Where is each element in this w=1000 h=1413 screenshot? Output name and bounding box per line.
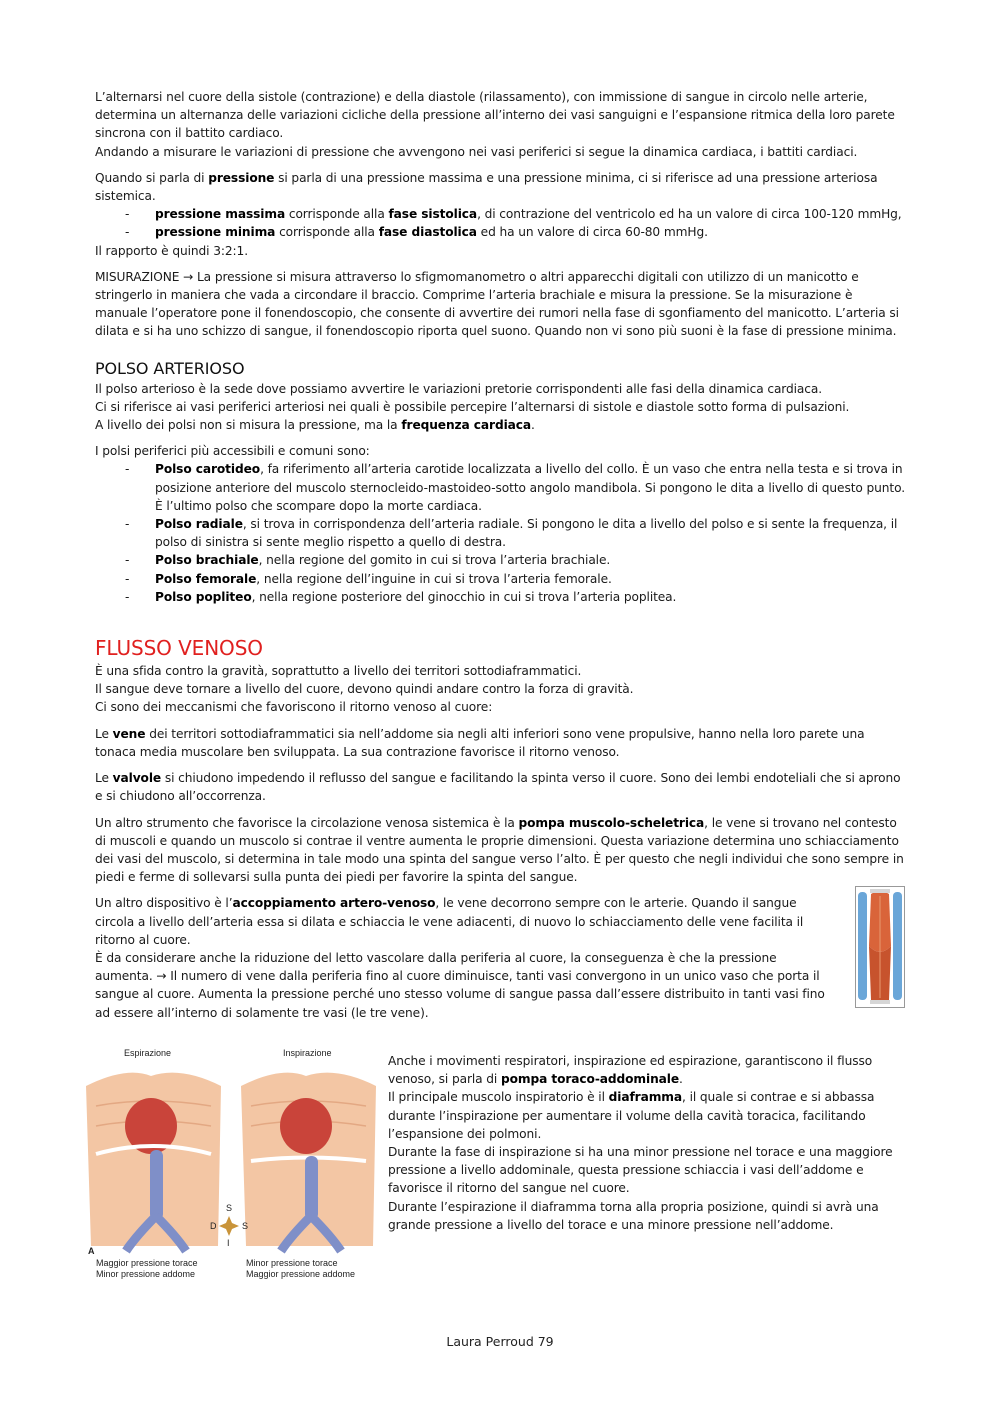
expiration-caption-2: Minor pressione addome <box>96 1269 196 1279</box>
respiration-text-block <box>388 1052 908 1234</box>
right-vena-cava <box>305 1156 318 1220</box>
list-item: - pressione minima corrisponde alla fase diastolica ed ha un valore di circa 60-80 mmHg. <box>125 225 708 240</box>
list-item: - pressione massima corrisponde alla fase sistolica, di contrazione del ventricolo ed ha un valore di circa 100-120 mmHg, <box>125 207 902 222</box>
letto-vascolare-paragraph: È da considerare anche la riduzione del letto vascolare dalla periferia al cuore, la conseguenza è che la pressione aumenta. → Il numero di vene dalla periferia fino al cuore diminuisce, tanti vasi convergono in un unico vaso che porta il sangue al cuore. Aumenta la pressione perché uno stesso volume di sangue passa dall’essere distribuito in tanti vasi fino ad essere all’interno di solamente tre vasi (le tre vene). <box>95 950 825 1020</box>
vene-paragraph: Le vene dei territori sottodiaframmatici sia nell’addome sia negli alti inferiori sono vene propulsive, hanno nella loro parete una tonaca media muscolare ben sviluppata. La sua contrazione favorisce il ritorno venoso. <box>95 726 865 759</box>
svg-text:I: I <box>227 1238 230 1248</box>
svg-text:S: S <box>226 1203 233 1213</box>
pressure-ratio: Il rapporto è quindi 3:2:1. <box>95 243 248 258</box>
muscle-pump-illustration <box>855 886 905 1008</box>
section-heading-polso: POLSO ARTERIOSO <box>95 358 245 378</box>
pressure-list <box>95 205 905 241</box>
list-item: - Polso femorale, nella regione dell’inguine in cui si trova l’arteria femorale. <box>125 571 612 586</box>
list-item: - Polso brachiale, nella regione del gomito in cui si trova l’arteria brachiale. <box>125 553 611 568</box>
inspiration-title: Inspirazione <box>283 1048 332 1058</box>
list-item: - Polso popliteo, nella regione posteriore del ginocchio in cui si trova l’arteria poplitea. <box>125 589 677 604</box>
polso-paragraph-2: Ci si riferisce ai vasi periferici arteriosi nei quali è possibile percepire l’alternarsi di sistole e diastole sotto forma di pulsazioni. <box>95 399 850 414</box>
right-heart <box>280 1098 332 1154</box>
accoppiamento-paragraph: Un altro dispositivo è l’accoppiamento artero-venoso, le vene decorrono sempre con le arterie. Quando il sangue circola a livello dell’arteria essa si dilata e schiaccia le vene adiacenti, di nuovo lo schiacciamento delle vene facilita il ritorno al cuore. <box>95 896 804 947</box>
expiration-caption-1: Maggior pressione torace <box>96 1258 198 1268</box>
resp-paragraph-4: Durante l’espirazione il diaframma torna alla propria posizione, quindi si avrà una grande pressione a livello del torace e una minore pressione nell’addome. <box>388 1199 879 1232</box>
list-item: - Polso carotideo, fa riferimento all’arteria carotide localizzata a livello del collo. È un vaso che entra nella testa e si trova in posizione anteriore del muscolo sternocleido-mastoideo-sotto angolo mandibola. Si pongono le dita a livello di questo punto. È l’ultimo polso che scompare dopo la morte cardiaca. <box>125 462 905 513</box>
flusso-paragraph-1: È una sfida contro la gravità, soprattutto a livello dei territori sottodiaframmatici. <box>95 664 582 679</box>
pompa-paragraph: Un altro strumento che favorisce la circolazione venosa sistemica è la pompa muscolo-scheletrica, le vene si trovano nel contesto di muscoli e quando un muscolo si contrae il ventre aumenta le proprie dimensioni. Questa variazione determina uno schiacciamento dei vasi del muscolo, si determina in tale modo una spinta del sangue verso l’alto. È per questo che negli individui che sono sempre in piedi e ferme di sollevarsi sulla punta dei piedi per favorire la spinta del sangue. <box>95 815 904 885</box>
panel-letter: A <box>88 1246 95 1256</box>
measurement-paragraph: MISURAZIONE → La pressione si misura attraverso lo sfigmomanometro o altri apparecchi digitali con utilizzo di un manicotto e stringerlo in maniera che vada a circondare il braccio. Comprime l’arteria brachiale e misura la pressione. Se la misurazione è manuale l’operatore pone il fonendoscopio, che consente di avvertire dei rumori nella fase di sgonfiamento del manicotto. L’arteria si dilata e si ha uno schizzo di sangue, il fonendoscopio riporta quel suono. Quando non vi sono più suoni è la fase di pressione minima. <box>95 269 899 339</box>
polso-paragraph-3: A livello dei polsi non si misura la pressione, ma la frequenza cardiaca. <box>95 418 535 433</box>
valvole-paragraph: Le valvole si chiudono impedendo il reflusso del sangue e facilitando la spinta verso il cuore. Sono dei lembi endoteliali che si aprono e si chiudono all’occorrenza. <box>95 771 901 804</box>
pressure-definition: Quando si parla di pressione si parla di una pressione massima e una pressione minima, ci si riferisce ad una pressione arteriosa sistemica. <box>95 170 878 204</box>
section-heading-flusso-venoso: FLUSSO VENOSO <box>95 636 263 661</box>
pulse-list <box>95 460 905 606</box>
accoppiamento-block <box>95 894 905 1021</box>
respiration-pressure-illustration <box>86 1046 376 1282</box>
flusso-paragraph-3: Ci sono dei meccanismi che favoriscono il ritorno venoso al cuore: <box>95 700 493 715</box>
list-item: - Polso radiale, si trova in corrispondenza dell’arteria radiale. Si pongono le dita a livello del polso e si sente la frequenza, il polso di sinistra si sente meglio rispetto a quello di destra. <box>125 517 898 550</box>
inspiration-caption-2: Maggior pressione addome <box>246 1269 356 1279</box>
svg-text:D: D <box>210 1221 217 1231</box>
document-body <box>95 88 905 1022</box>
left-vena-cava <box>150 1150 163 1220</box>
inspiration-caption-1: Minor pressione torace <box>246 1258 338 1268</box>
flusso-paragraph-2: Il sangue deve tornare a livello del cuore, devono quindi andare contro la forza di gravità. <box>95 682 634 697</box>
resp-paragraph-1: Anche i movimenti respiratori, inspirazione ed espirazione, garantiscono il flusso venoso, si parla di pompa toraco-addominale. <box>388 1054 873 1087</box>
page-footer: Laura Perroud 79 <box>446 1334 554 1349</box>
resp-paragraph-3: Durante la fase di inspirazione si ha una minor pressione nel torace e una maggiore pressione a livello addominale, questa pressione schiaccia i vasi dell’addome e favorisce il ritorno del sangue nel cuore. <box>388 1145 893 1196</box>
intro-paragraph-2: Andando a misurare le variazioni di pressione che avvengono nei vasi periferici si segue la dinamica cardiaca, i battiti cardiaci. <box>95 144 858 159</box>
svg-text:S: S <box>242 1221 249 1231</box>
polso-paragraph-1: Il polso arterioso è la sede dove possiamo avvertire le variazioni pretorie corrispondenti alle fasi della dinamica cardiaca. <box>95 381 823 396</box>
polso-paragraph-4: I polsi periferici più accessibili e comuni sono: <box>95 444 370 459</box>
expiration-title: Espirazione <box>124 1048 172 1058</box>
resp-paragraph-2: Il principale muscolo inspiratorio è il diaframma, il quale si contrae e si abbassa durante l’inspirazione per aumentare il volume della cavità toracica, facilitando l’espansione dei polmoni. <box>388 1090 875 1141</box>
intro-paragraph-1: L’alternarsi nel cuore della sistole (contrazione) e della diastole (rilassamento), con immissione di sangue in circolo nelle arterie, determina un alternanza delle variazioni cicliche della pressione all’interno dei vasi sanguigni e l’espansione ritmica della loro parete sincrona con il battito cardiaco. <box>95 90 895 141</box>
